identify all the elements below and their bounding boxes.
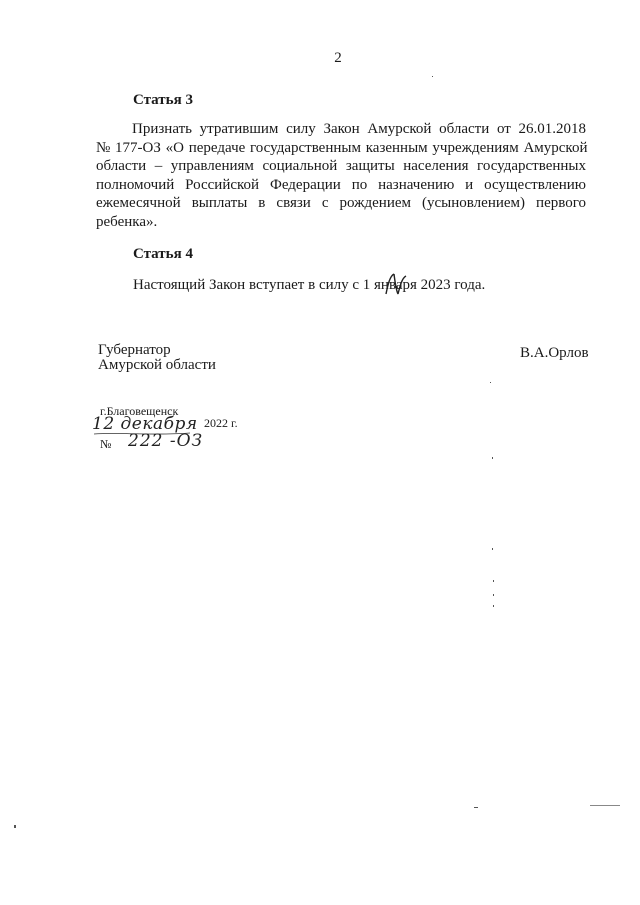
article-3-text bbox=[96, 120, 586, 231]
handwritten-date: 12 декабря bbox=[92, 414, 198, 434]
scan-speck bbox=[493, 605, 494, 607]
article-3-line: полномочий Российской Федерации по назначению и осуществлению bbox=[96, 176, 586, 193]
handwritten-law-number: 222 -ОЗ bbox=[128, 431, 204, 451]
signatory-title bbox=[98, 343, 216, 373]
scan-speck bbox=[492, 457, 493, 459]
page-number: 2 bbox=[334, 50, 342, 66]
scan-speck bbox=[14, 825, 16, 828]
scan-speck bbox=[490, 382, 491, 383]
article-3-line: ребенка». bbox=[96, 213, 158, 230]
handwritten-correction-mark bbox=[380, 270, 410, 298]
scan-speck bbox=[432, 76, 433, 77]
article-3-heading: Статья 3 bbox=[133, 92, 193, 108]
scan-line-artifact bbox=[590, 805, 620, 806]
signatory-name: В.А.Орлов bbox=[520, 345, 589, 361]
scan-speck bbox=[474, 807, 478, 808]
article-3-line: Признать утратившим силу Закон Амурской области от 26.01.2018 bbox=[132, 121, 586, 137]
year-label: 2022 г. bbox=[204, 416, 238, 430]
city-label: г.Благовещенск bbox=[100, 404, 179, 418]
article-4-text: Настоящий Закон вступает в силу с 1 января 2023 года. bbox=[133, 277, 486, 293]
article-4-heading: Статья 4 bbox=[133, 246, 193, 262]
scan-speck bbox=[493, 580, 494, 582]
article-3-line: № 177-ОЗ «О передаче государственным казенным учреждениям Амурской bbox=[96, 139, 588, 156]
signatory-title-line: Губернатор bbox=[98, 342, 171, 358]
article-3-line: области – управлениям социальной защиты населения государственных bbox=[96, 158, 586, 174]
scan-speck bbox=[492, 548, 493, 550]
scan-speck bbox=[493, 594, 494, 596]
signatory-title-line: Амурской области bbox=[98, 357, 216, 373]
number-sign: № bbox=[100, 437, 112, 451]
article-3-line: ежемесячной выплаты в связи с рождением (усыновлением) первого bbox=[96, 195, 586, 211]
